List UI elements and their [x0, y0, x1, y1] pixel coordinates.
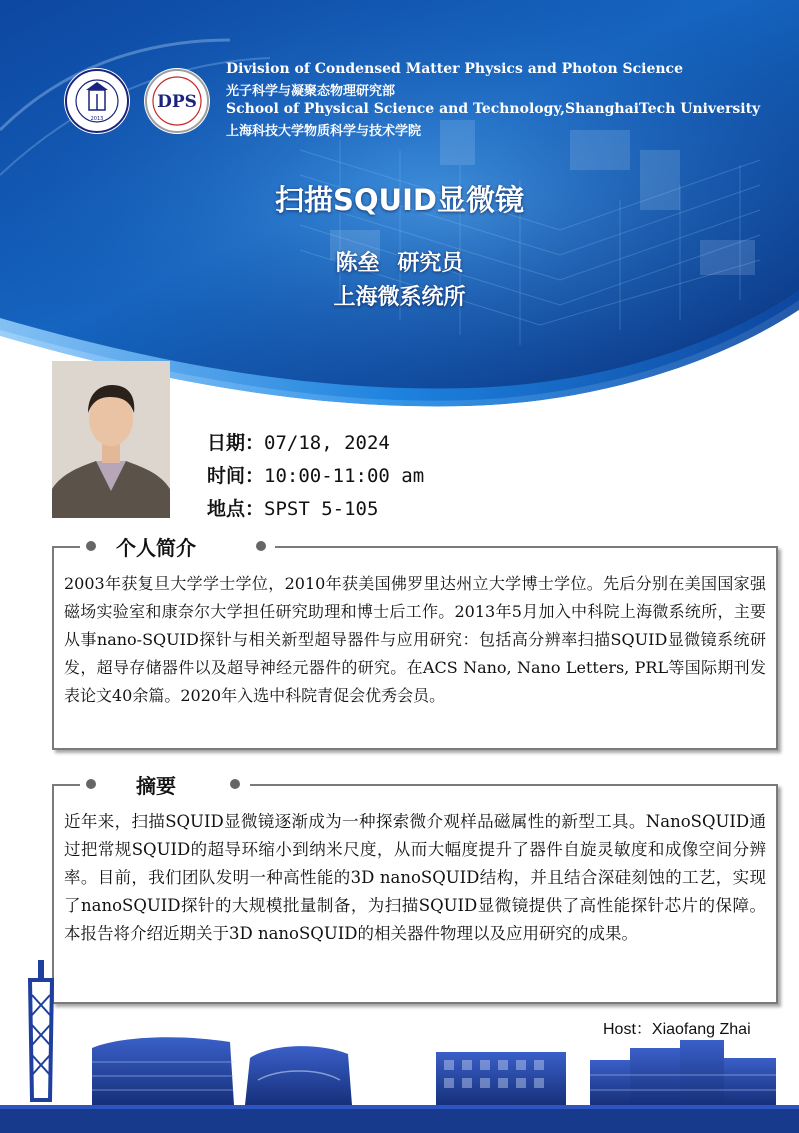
abstract-heading [80, 772, 250, 796]
shanghaitech-seal-icon [64, 68, 130, 134]
bullet-dot-icon [256, 541, 266, 551]
venue-label: 地点： [207, 498, 265, 520]
division-name-en: Division of Condensed Matter Physics and Photon Science [226, 61, 683, 77]
bullet-dot-icon [230, 779, 240, 789]
abstract-title: 摘要 [136, 774, 176, 798]
speaker-portrait-icon [52, 361, 170, 518]
dps-logo [144, 68, 210, 134]
time-label: 时间： [207, 465, 265, 487]
header-banner [0, 0, 799, 420]
tower-icon [30, 960, 52, 1100]
school-name-en: School of Physical Science and Technology,ShanghaiTech University [226, 101, 761, 117]
venue-value: SPST 5-105 [264, 498, 379, 520]
time-line [207, 461, 424, 488]
host-line: Host：Xiaofang Zhai [603, 1021, 751, 1038]
venue-line [207, 494, 378, 521]
campus-skyline [0, 950, 799, 1133]
shanghaitech-logo [64, 68, 130, 134]
division-name-cn: 光子科学与凝聚态物理研究部 [226, 84, 396, 99]
bullet-dot-icon [86, 779, 96, 789]
date-value: 07/18, 2024 [264, 432, 390, 454]
svg-text:DPS: DPS [157, 92, 197, 112]
bio-box [52, 546, 778, 750]
bio-title: 个人简介 [116, 536, 196, 560]
time-value: 10:00-11:00 am [264, 465, 425, 487]
svg-text:2013: 2013 [90, 116, 104, 122]
bullet-dot-icon [86, 541, 96, 551]
school-name-cn: 上海科技大学物质科学与技术学院 [226, 124, 422, 139]
speaker-affiliation: 上海微系统所 [333, 285, 466, 310]
bio-heading [80, 534, 275, 558]
talk-title: 扫描SQUID显微镜 [275, 183, 524, 217]
dps-seal-icon [144, 68, 210, 134]
speaker-photo [52, 361, 170, 518]
date-line [207, 428, 390, 455]
bio-text: 2003年获复旦大学学士学位，2010年获美国佛罗里达州立大学博士学位。先后分别在美国国家强磁场实验室和康奈尔大学担任研究助理和博士后工作。2013年5月加入中科院上海微系统所，主要从事nano-SQUID探针与相关新型超导器件与应用研究：包括高分辨率扫描SQUID显微镜系统研发，超导存储器件以及超导神经元器件的研究。在ACS Nano, Nano Letters, PRL等国际期刊发表论文40余篇。2020年入选中科院青促会优秀会员。 [64, 574, 766, 705]
date-label: 日期： [207, 432, 265, 454]
speaker-name: 陈垒 研究员 [335, 251, 464, 276]
abstract-text: 近年来，扫描SQUID显微镜逐渐成为一种探索微介观样品磁属性的新型工具。NanoSQUID通过把常规SQUID的超导环缩小到纳米尺度，从而大幅度提升了器件自旋灵敏度和成像空间分辨率。目前，我们团队发明一种高性能的3D nanoSQUID结构，并且结合深硅刻蚀的工艺，实现了nanoSQUID探针的大规模批量制备，为扫描SQUID显微镜提供了高性能探针芯片的保障。本报告将介绍近期关于3D nanoSQUID的相关器件物理以及应用研究的成果。 [64, 812, 766, 943]
